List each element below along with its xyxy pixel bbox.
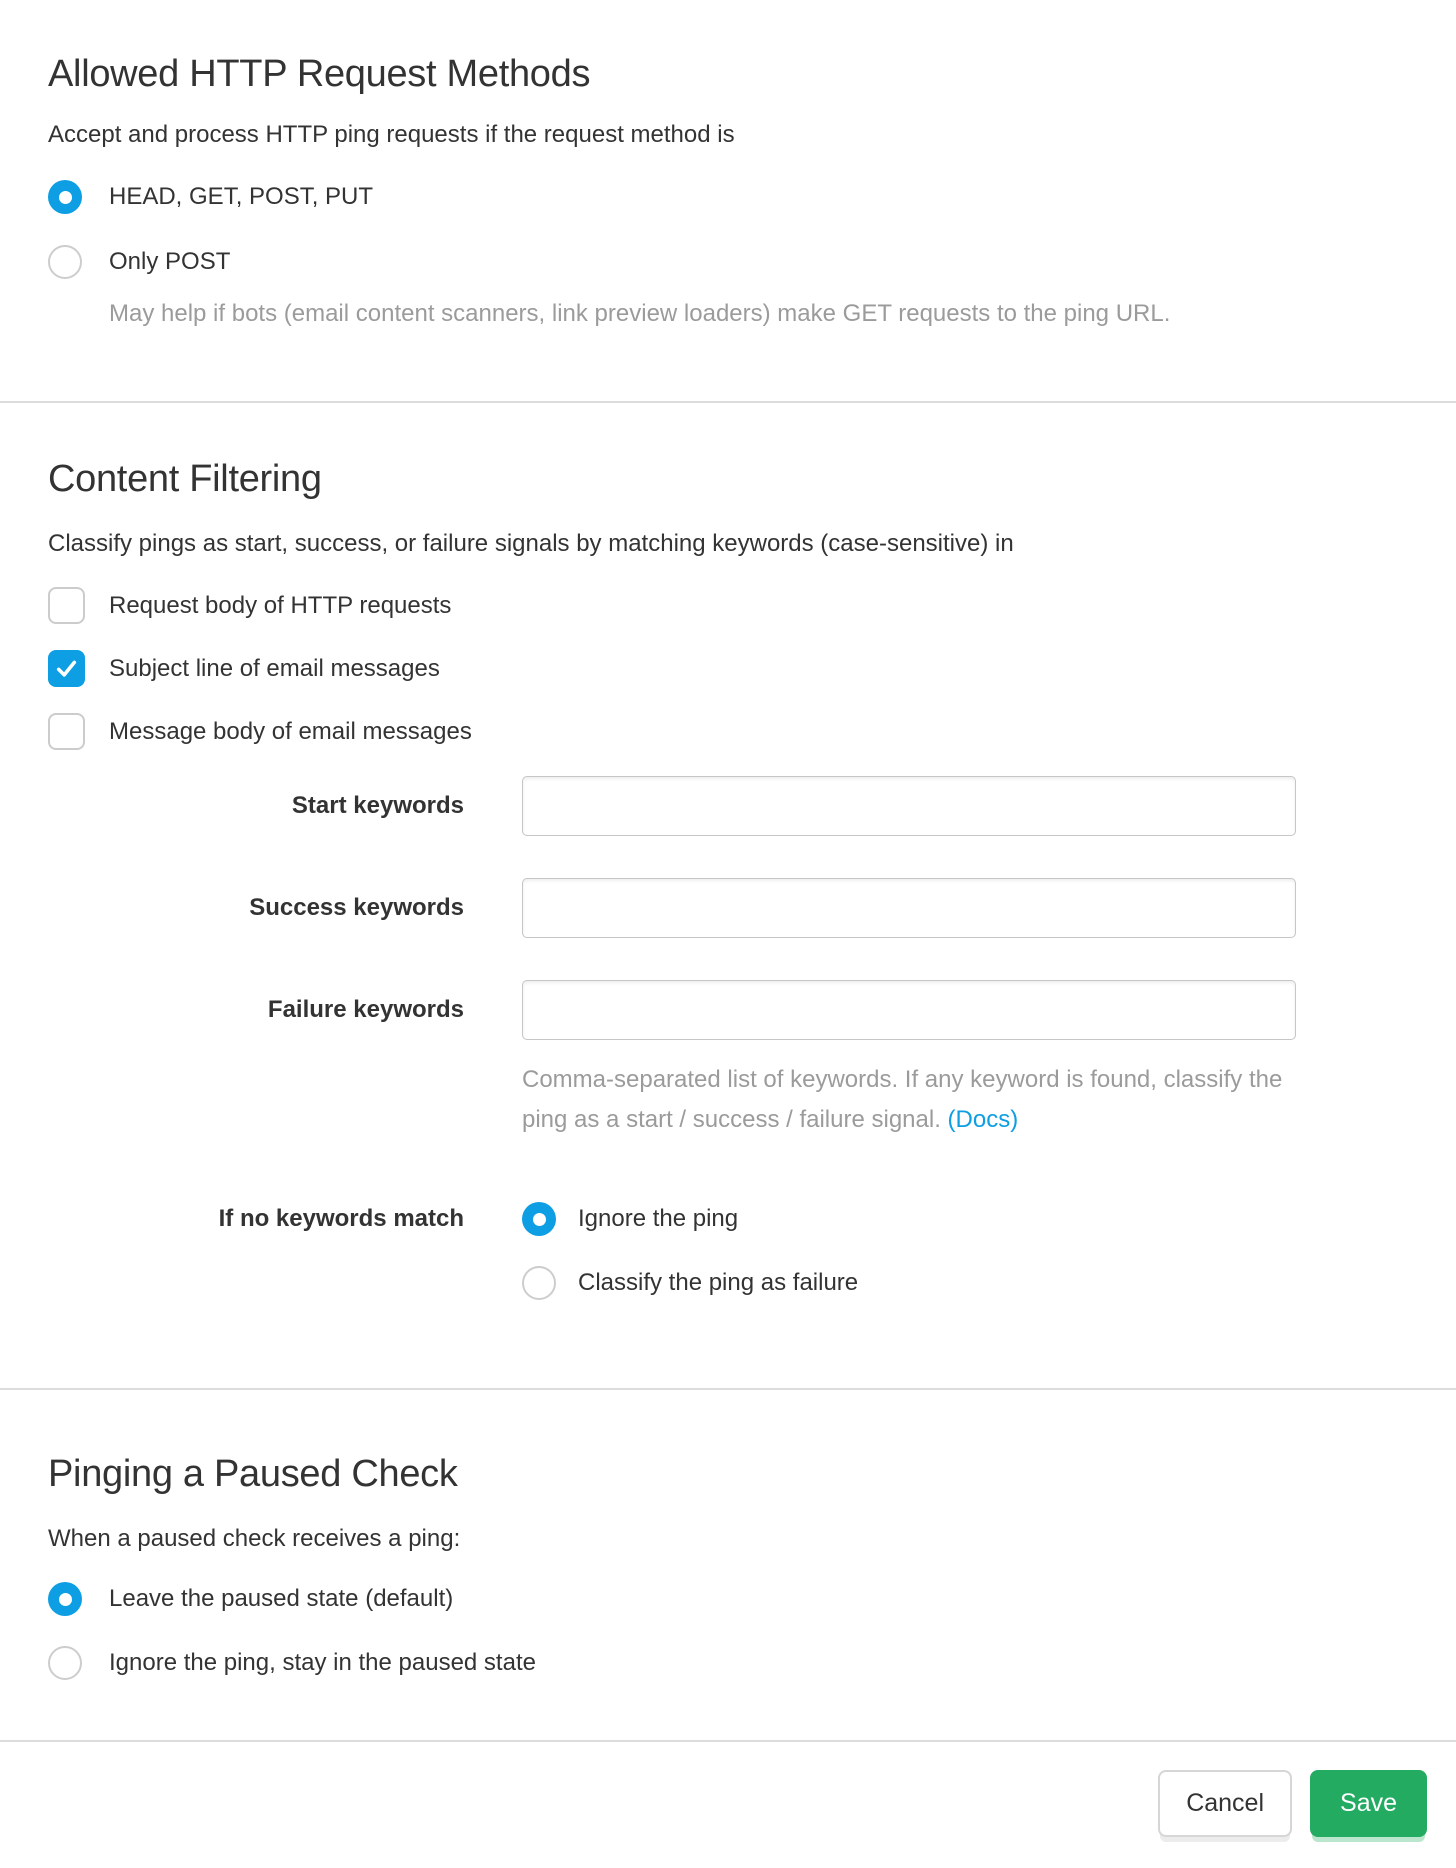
checkbox-label: Request body of HTTP requests — [109, 592, 452, 619]
success-keywords-label: Success keywords — [249, 894, 464, 921]
checkbox-unchecked-icon — [48, 713, 85, 750]
radio-option-label: Ignore the ping — [578, 1205, 739, 1232]
checkbox-request-body[interactable] — [48, 587, 1408, 624]
radio-selected-icon — [48, 1582, 82, 1616]
cancel-button[interactable]: Cancel — [1158, 1770, 1292, 1837]
paused-check-title: Pinging a Paused Check — [48, 1453, 458, 1495]
checkbox-checked-icon — [48, 650, 85, 687]
failure-keywords-label: Failure keywords — [267, 996, 464, 1023]
start-keywords-label: Start keywords — [291, 792, 464, 819]
start-keywords-row — [48, 776, 1408, 836]
section-allowed-methods — [0, 0, 1456, 401]
radio-unselected-icon — [48, 1646, 82, 1680]
content-filtering-title: Content Filtering — [48, 458, 322, 500]
radio-option-label: Classify the ping as failure — [578, 1269, 859, 1296]
only-post-note: May help if bots (email content scanners, link preview loaders) make GET requests to the ping URL. — [109, 300, 1171, 327]
radio-dot-icon — [59, 191, 72, 204]
no-keywords-match-label: If no keywords match — [218, 1205, 464, 1232]
radio-unselected-icon — [522, 1266, 556, 1300]
radio-option-stay-paused[interactable] — [48, 1646, 1408, 1680]
radio-option-only-post[interactable] — [48, 245, 1408, 279]
content-filtering-subtitle: Classify pings as start, success, or failure signals by matching keywords (case-sensitive) in — [48, 530, 1014, 557]
keywords-help-text — [522, 1060, 1296, 1140]
section-content-filtering — [0, 403, 1456, 1388]
radio-option-label: Ignore the ping, stay in the paused state — [109, 1649, 536, 1676]
allowed-methods-title: Allowed HTTP Request Methods — [48, 53, 591, 95]
success-keywords-input[interactable] — [522, 878, 1296, 938]
radio-option-label: HEAD, GET, POST, PUT — [109, 183, 374, 210]
success-keywords-row — [48, 878, 1408, 938]
radio-option-label: Only POST — [109, 248, 231, 275]
checkbox-subject-line[interactable] — [48, 650, 1408, 687]
form-footer — [0, 1742, 1456, 1866]
no-keywords-match-row — [48, 1202, 1408, 1300]
radio-option-classify-failure[interactable] — [522, 1266, 1296, 1300]
radio-selected-icon — [48, 180, 82, 214]
radio-option-leave-paused[interactable] — [48, 1582, 1408, 1616]
checkbox-label: Subject line of email messages — [109, 655, 440, 682]
checkmark-icon — [54, 656, 79, 681]
keywords-form — [48, 776, 1408, 1300]
checkbox-unchecked-icon — [48, 587, 85, 624]
save-button[interactable]: Save — [1310, 1770, 1427, 1837]
failure-keywords-row — [48, 980, 1408, 1140]
radio-selected-icon — [522, 1202, 556, 1236]
radio-dot-icon — [533, 1213, 546, 1226]
allowed-methods-subtitle: Accept and process HTTP ping requests if the request method is — [48, 121, 735, 148]
start-keywords-input[interactable] — [522, 776, 1296, 836]
section-pinging-paused-check — [0, 1390, 1456, 1740]
checkbox-message-body[interactable] — [48, 713, 1408, 750]
failure-keywords-input[interactable] — [522, 980, 1296, 1040]
radio-option-head-get-post-put[interactable] — [48, 180, 1408, 214]
radio-option-label: Leave the paused state (default) — [109, 1585, 454, 1612]
radio-dot-icon — [59, 1593, 72, 1606]
paused-check-subtitle: When a paused check receives a ping: — [48, 1525, 461, 1552]
radio-unselected-icon — [48, 245, 82, 279]
radio-option-ignore-ping[interactable] — [522, 1202, 1296, 1236]
keywords-help-body: Comma-separated list of keywords. If any keyword is found, classify the ping as a start / success / failure signal. — [522, 1066, 1283, 1133]
docs-link[interactable]: (Docs) — [947, 1106, 1019, 1133]
checkbox-label: Message body of email messages — [109, 718, 472, 745]
